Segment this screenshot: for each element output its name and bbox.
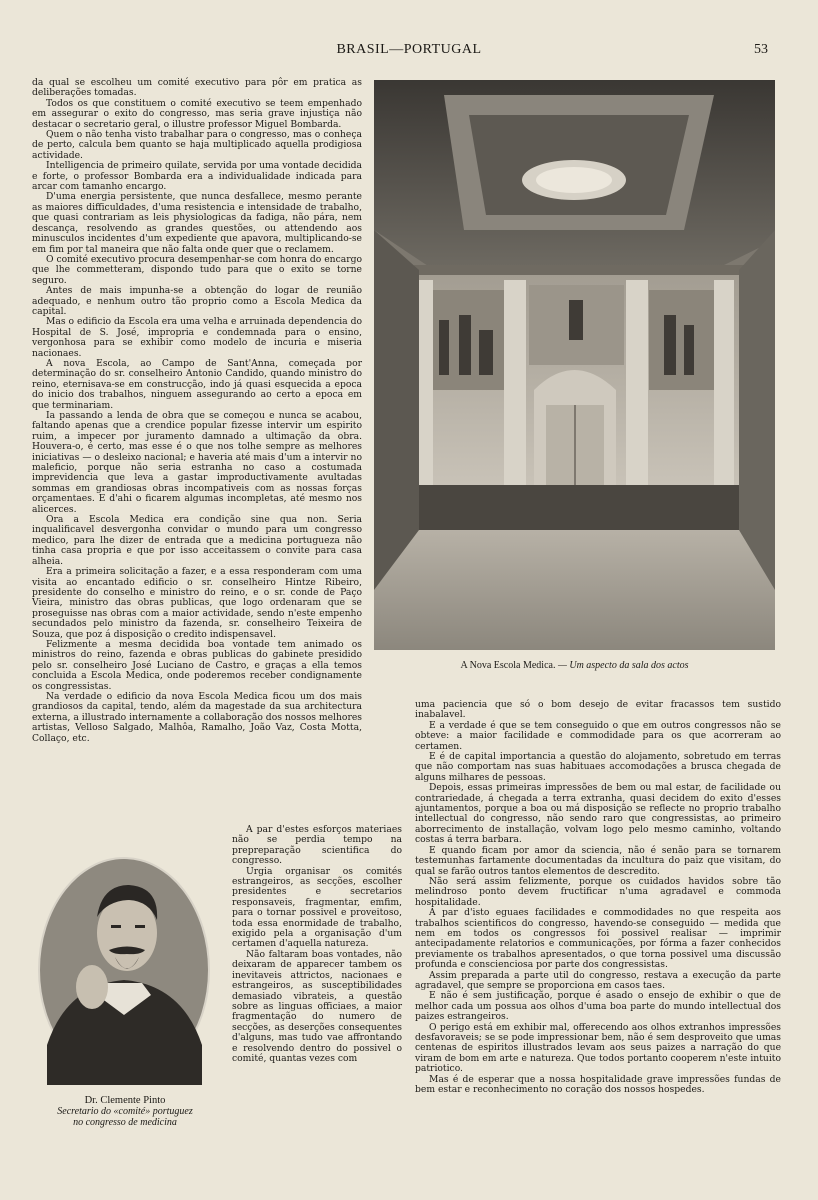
photo-caption-sub: — Um aspecto da sala dos actos — [557, 660, 689, 671]
paragraph: Não será assim felizmente, porque os cuidados havidos sobre tão melindroso ponto devem fructificar n'uma agradavel e commoda hospitalidade. — [415, 875, 781, 908]
paragraph: A par d'isto eguaes facilidades e commodidades no que respeita aos trabalhos scientificos do congresso, havendo-se conseguido — medida que nem em todos os congressos foi possivel realisar — imprimir antecipadamente relatorios e communicações, por fórma a fazer conhecidos previamente os trabalhos apresentados, o que torna possivel uma discussão profunda e conscienciosa por parte dos congressistas. — [415, 907, 781, 971]
paragraph: A nova Escola, ao Campo de Sant'Anna, começada por determinação do sr. conselheiro Antonio Candido, quando ministro do reino, eternisava-se em construcção, indo já quasi esquecida a epoca do inicio dos trabalhos, ninguem assegurando ao certo a epoca em que terminariam. — [32, 357, 362, 411]
paragraph: Depois, essas primeiras impressões de bem ou mal estar, de facilidade ou contrariedade, á chegada a terra extranha, quasi decidem do exito d'esses ajuntamentos, porque a boa ou má disposição se reflecte no proprio trabalho intellectual do congresso, não sendo raro que congressistas, ao primeiro aborrecimento de installação, volvam logo pelo mesmo caminho, voltando costas á terra barbara. — [415, 782, 781, 846]
page-number: 53 — [754, 42, 768, 57]
paragraph: E quando ficam por amor da sciencia, não é senão para se tornarem testemunhas fartamente documentadas da incultura do paiz que visitam, do qual se farão outros tantos elementos de descredito. — [415, 844, 781, 877]
portrait-image — [37, 855, 212, 1085]
page-header — [0, 40, 818, 62]
wrap-column — [232, 825, 402, 1064]
portrait-role-line2: no congresso de medicina — [73, 1117, 177, 1128]
paragraph: Felizmente a mesma decidida boa vontade tem animado os ministros do reino, fazenda e obras publicas do gabinete presidido pelo sr. conselheiro José Luciano de Castro, e graças a ella temos concluida a Escola Medica, onde poderemos receber condignamente os congressistas. — [32, 638, 362, 692]
photo-caption-main: A Nova Escola Medica. — [460, 660, 556, 671]
paragraph: E não é sem justificação, porque é asado o ensejo de exhibir o que de melhor cada um possua aos olhos d'uma boa parte do mundo intellectual dos paizes estrangeiros. — [415, 990, 781, 1023]
hall-illustration — [374, 80, 775, 650]
paragraph: uma paciencia que só o bom desejo de evitar fracassos tem sustido inabalavel. — [415, 699, 781, 721]
left-column — [32, 78, 362, 744]
portrait-illustration — [37, 855, 212, 1085]
paragraph: Ora a Escola Medica era condição sine qua non. Seria inqualificavel desvergonha convidar o mundo para um congresso medico, para lhe dizer de entrada que a medicina portugueza não tinha casa propria e que por isso acceitassem o convite para casa alheia. — [32, 514, 362, 567]
paragraph: Intelligencia de primeiro quilate, servida por uma vontade decidida e forte, o professor Bombarda era a individualidade indicada para arcar com tamanho encargo. — [32, 160, 362, 193]
right-column — [415, 700, 781, 1095]
paragraph: Mas é de esperar que a nossa hospitalidade grave impressões fundas de bem estar e reconhecimento no coração dos nossos hospedes. — [415, 1073, 781, 1096]
paragraph: D'uma energia persistente, que nunca desfallece, mesmo perante as maiores difficuldades, d'uma resistencia e intensidade de trabalho, que quasi contrariam as leis physiologicas da fadiga, não pára, nem descança, resolvendo as grandes questões, ou attendendo aos minusculos incidentes d'um expediente que apavora, multiplicando-se em fim por tal maneira que não falta onde quer que o reclamem. — [32, 191, 362, 255]
paragraph: da qual se escolheu um comité executivo para pôr em pratica as deliberações tomadas. — [32, 77, 362, 99]
portrait-name: Dr. Clemente Pinto — [84, 1095, 166, 1106]
magazine-title: BRASIL—PORTUGAL — [336, 42, 482, 57]
paragraph: Todos os que constituem o comité executivo se teem empenhado em assegurar o exito do congresso, mas seria grave injustiça não destacar o secretario geral, o illustre professor Miguel Bombarda. — [32, 97, 362, 130]
paragraph: E é de capital importancia a questão do alojamento, sobretudo em terras que não comportam nas suas habituaes accomodações a brusca chegada de alguns milhares de pessoas. — [415, 751, 781, 783]
paragraph: Mas o edificio da Escola era uma velha e arruinada dependencia do Hospital de S. José, impropria e condemnada para o ensino, vergonhosa para se exhibir como modelo de incuria e miseria nacionaes. — [32, 316, 362, 359]
paragraph: Quem o não tenha visto trabalhar para o congresso, mas o conheça de perto, calcula bem quanto se haja multiplicado aquella prodigiosa actividade. — [32, 129, 362, 161]
hall-photograph — [374, 80, 775, 650]
paragraph: O perigo está em exhibir mal, offerecendo aos olhos extranhos impressões desfavoraveis; se se pode impressionar bem, não é sem desproveito que umas centenas de espiritos illustrados levam aos seus paizes a narração do que viram de bom em arte e natureza. Que todos portanto cooperem n'este intuito patriotico. — [415, 1021, 781, 1075]
paragraph: Assim preparada a parte util do congresso, restava a execução da parte agradavel, que sempre se proporciona em casos taes. — [415, 969, 781, 991]
portrait-caption — [35, 1095, 215, 1128]
paragraph: Urgia organisar os comités estrangeiros, as secções, escolher presidentes e secretarios responsaveis, fragmentar, emfim, para o tornar possivel e proveitoso, toda essa enormidade de trabalho, exigido pela a organisação d'um certamen d'aquella natureza. — [232, 865, 402, 950]
paragraph: A par d'estes esforços materiaes não se perdia tempo na prepreparação scientifica do congresso. — [232, 824, 402, 867]
paragraph: Não faltaram boas vontades, não deixaram de apparecer tambem os inevitaveis attrictos, nacionaes e estrangeiros, as susceptibilidades demasiado vibrateis, a questão sobre as linguas officiaes, a maior fragmentação do numero de secções, as deserções consequentes d'alguns, mas tudo vae affrontando e resolvendo dentro do possivel o comité, quantas vezes com — [232, 948, 402, 1064]
paragraph: E a verdade é que se tem conseguido o que em outros congressos não se obteve: a maior facilidade e commodidade para os que acorreram ao certamen. — [415, 719, 781, 752]
paragraph: Ia passando a lenda de obra que se começou e nunca se acabou, faltando apenas que a crendice popular fizesse intervir um espirito ruim, a impecer por juramento damnado a ultimação da obra. Houvera-o, é certo, mas esse é o que nos tolhe sempre as melhores iniciativas — o desleixo nacional; e haveria até mais d'um a intervir no maleficio, porque não seria estranha no caso a costumada imprevidencia que leva a gastar improductivamente avultadas sommas em grandiosas obras incompativeis com as nossas forças orçamentaes. E d'ahi o ficarem algumas incompletas, até mesmo nos alicerces. — [32, 410, 362, 515]
portrait-role-line1: Secretario do «comité» portuguez — [57, 1106, 193, 1117]
paragraph: Na verdade o edificio da nova Escola Medica ficou um dos mais grandiosos da capital, tendo, além da magestade da sua architectura externa, a illustrado internamente a collaboração dos nossos melhores artistas, Velloso Salgado, Malhôa, Ramalho, João Vaz, Costa Motta, Collaço, etc. — [32, 690, 362, 744]
photo-caption — [374, 660, 775, 671]
paragraph: Era a primeira solicitação a fazer, e a essa responderam com uma visita ao encantado edificio o sr. conselheiro Hintze Ribeiro, presidente do conselho e ministro do reino, e o sr. conde de Paço Vieira, ministro das obras publicas, que logo ordenaram que se proseguisse nas obras com a maior actividade, sendo n'este empenho secundados pelo ministro da fazenda, sr. conselheiro Teixeira de Souza, que poz á disposição o credito indispensavel. — [32, 566, 362, 640]
paragraph: Antes de mais impunha-se a obtenção do logar de reunião adequado, e nenhum outro tão proprio como a Escola Medica da capital. — [32, 285, 362, 317]
paragraph: O comité executivo procura desempenhar-se com honra do encargo que lhe commetteram, dispondo tudo para que o exito se torne seguro. — [32, 253, 362, 286]
